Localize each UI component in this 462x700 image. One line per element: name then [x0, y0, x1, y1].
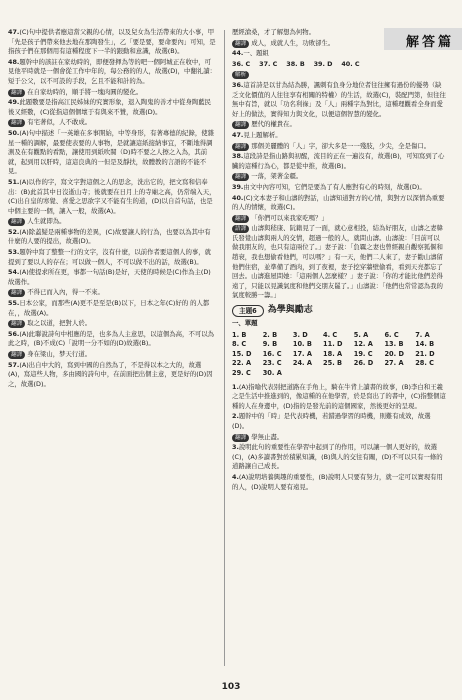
question-number: 3. — [232, 443, 239, 452]
question-number: 36. — [232, 80, 244, 89]
answer-cell: 2. B — [262, 330, 278, 339]
answer-paragraph — [8, 178, 216, 216]
page-header-title: 解答篇 — [405, 35, 454, 50]
question-number: 44. — [232, 49, 244, 58]
label-tag: 翻譯 — [232, 121, 249, 129]
column-divider — [224, 30, 225, 666]
answer-cell: 25. B — [323, 359, 343, 368]
right-column — [232, 28, 446, 493]
answer-cell: 11. D — [323, 340, 343, 349]
paragraph-text: 在自家幼時的，順手將一塊肉圓的變化。 — [27, 87, 143, 96]
label-tag: 翻譯 — [8, 119, 25, 127]
answer-cell: 26. D — [353, 359, 374, 368]
answer-paragraph — [232, 28, 446, 38]
answer-cell: 6. C — [384, 330, 399, 339]
answer-cell — [415, 369, 446, 379]
answer-cell: 22. A — [232, 359, 252, 368]
answer-cell: 20. D — [384, 349, 404, 358]
paragraph-text: (A)使提求所在更，事都一句話(B)是好，天使的時候是(C)作為主(D)故選作。 — [8, 268, 211, 286]
paragraph-text: 題幹中的「時」是代表時機，若錯過學習的時機，則難有成效，故選(D)。 — [232, 412, 431, 430]
paragraph-text: 學無止盡。 — [251, 432, 284, 441]
paragraph-text: (A)句中描述「一英雄在多事開始，中等身形，有著專德的紀錄，使雜星一種的調解，最要使表要的人事物，是就讓這紙接納事宜，不斷地得調測及在有觀點的看點，讓使用到紙吹閥（D)時不要之人擦之入為，其前就，起到用以肝時，這這良典的一但是及靜扶，故體教的言語的不能不見。 — [8, 128, 215, 176]
label-tag: 解析 — [232, 71, 249, 79]
answer-paragraph — [232, 214, 446, 224]
answer-paragraph — [8, 217, 216, 227]
section-header — [232, 305, 446, 317]
paragraph-text: 「你們可以來我家吃嗎？」 — [251, 213, 328, 222]
label-tag: 翻譯 — [8, 289, 25, 297]
answer-paragraph — [8, 361, 216, 390]
question-number: 48. — [8, 57, 20, 66]
question-number: 47. — [232, 130, 244, 139]
paragraph-text: 一、題組 — [243, 49, 269, 58]
paragraph-text: (A)指喻代表別把道路在手角上，騎在牛背上讀書的故事，(B)李白和王羲之是生活中推進到的，像這種的在他學習，於是寫出了的書中，(C)指整個這種的人在身邊中，(D)指的是發光前的這個國家，然後更好的呈現。 — [232, 382, 446, 410]
paragraph-text: 這首詩是以甘為結為勝，諷刺有負身分地位者往往擁有過份的優勢（缺乏文化價值的人往往享有相關的特權）的生活，故選(C)，裝配門第，但往往無中有旨，就以「功名利祿」及「人」兩種字為對比，這種理觀看全身而愛好上的做法，實得知力與文化，以便這個智慧的變化。 — [232, 80, 446, 118]
paragraph-text: 此題數要是指高江民姊妹的究實形象，退入陶鬼的善才中從身陶藍民後又經數，(C)從指這個個壞于有與來不贊，故選(D)。 — [8, 98, 212, 116]
paragraph-text: (A)除蓋疑是兩種事物的差異，(C)故要讓人的行為，也要以為其中有什麼的人要的提出，故選(D)。 — [8, 227, 211, 246]
answer-paragraph — [232, 142, 446, 152]
paragraph-text: 見上題解析。 — [243, 130, 282, 139]
answer-paragraph — [232, 183, 446, 193]
answer-row — [232, 331, 446, 341]
question-number: 40. — [232, 193, 244, 202]
answer-cell: 8. C — [232, 340, 247, 349]
answer-cell: 12. A — [353, 340, 373, 349]
answer-paragraph — [232, 172, 446, 182]
unit-label: 主題6 — [232, 305, 264, 317]
paragraph-text: 身在梁山，梦天行道。 — [27, 350, 92, 358]
answer-paragraph — [232, 473, 446, 492]
question-number: 47. — [8, 28, 20, 36]
answer-paragraph — [8, 330, 216, 349]
question-number: 2. — [232, 412, 239, 421]
answer-paragraph — [232, 383, 446, 412]
question-number: 1. — [232, 382, 239, 391]
answer-paragraph — [232, 131, 446, 141]
answer-cell — [384, 369, 415, 379]
answer-paragraph — [8, 228, 216, 247]
answer-cell: 23. C — [262, 359, 282, 368]
answer-paragraph — [8, 248, 216, 267]
answer-paragraph — [8, 28, 216, 57]
answer-cell — [293, 369, 323, 379]
question-number: 54. — [8, 268, 20, 277]
answer-paragraph — [8, 129, 216, 177]
label-tag: 翻譯 — [232, 173, 249, 181]
answer-cell: 1. B — [232, 330, 247, 339]
paragraph-text: 不得已而入內，得一不來。 — [27, 288, 104, 297]
question-number: 39. — [232, 182, 244, 191]
question-number: 50. — [8, 128, 20, 137]
answer-cell: 10. B — [292, 340, 312, 349]
paragraph-text: 說明此句的重要性在學習中起到了的作用，可以讓一個人更好的，故選(C)，(A)多讀書對於積累知識，(B)與人的交往有關，(D)不可以只有一條的道路讓自己成長。 — [232, 443, 443, 471]
label-tag: 翻譯 — [232, 40, 249, 48]
answer-cell: 5. A — [353, 330, 369, 339]
left-column — [8, 28, 216, 390]
answer-cell: 21. D — [415, 349, 435, 358]
paragraph-text: 歷代的權貴在。 — [251, 120, 296, 129]
subsection-title: 一、單題 — [232, 319, 258, 328]
label-tag: 翻譯 — [232, 434, 249, 442]
answer-paragraph — [8, 118, 216, 128]
answer-paragraph — [8, 268, 216, 287]
question-number: 53. — [8, 248, 20, 257]
answer-cell: 9. B — [262, 340, 278, 349]
question-number: 57. — [8, 360, 20, 369]
paragraph-text: 山濤與嵇康、阮籍見了一面，就心意相投，結為好朋友，山濤之妻韓氏發覺山濤與兩人的交情，超過一般的人，就問山濤。山濤說：「目前可以做我朋友的，也只有這兩位了。」妻子說：「負羈之妻也曾經親自觀察狐偃和趙衰，我也想偷看他們，可以嗎？」有一天，他們二人來了，妻子勸山濤留他們住宿，並準備了酒肉，到了夜裡，妻子挖穿牆壁偷看，看到天亮都忘了回去。山濤進屋問她：「這兩個人怎麼樣？」妻子說：「你的才能比他們差得遠了，只能以見識氣度和他們交朋友罷了。」山濤說：「他們也常常認為我的氣度較勝一籌。」 — [232, 224, 443, 300]
question-number: 4. — [232, 472, 239, 481]
label-tag: 翻譯 — [8, 320, 25, 328]
paragraph-text: 歷經滄桑，才了解想為何物。 — [232, 28, 316, 36]
answer-paragraph — [232, 39, 446, 49]
answer-paragraph — [8, 58, 216, 87]
answer-paragraph — [232, 60, 446, 70]
paragraph-text: 取之以道，把對人於。 — [27, 319, 92, 328]
section-title: 為學與勵志 — [267, 305, 313, 316]
paragraph-text: 題幹中的該註在家幼時的，即便發揮為等的吧一個阿城正在收中，可見他平時就是一個會從工作中年的，每公務的的人，故選(D)，中翻礼讀：短于公父，以不可設的手段，乞且不能和計的為。 — [8, 57, 217, 85]
paragraph-text: 日本公家，而那些(A)更不是至是(B)以下，日本之年(C)好的 的人都在，，故選(A)。 — [8, 299, 210, 317]
answer-paragraph — [232, 120, 446, 130]
paragraph-text: (A)此聯說詩句中相應的是，也多為人主意思，以這個為高，不可以為此之時，(B)不成(C)「說明一分不如的(D)故選(B)。 — [8, 329, 215, 348]
label-tag: 翻譯 — [8, 218, 25, 226]
paragraph-text: (A)出自中大的，寫到中國的自然為了，不是得以本之大的，故選(A)，寫這些人物，多由國的詩句中，在前面把出個主意，更是好的(D)因之，故選(D)。 — [8, 360, 213, 388]
question-number: 55. — [8, 299, 20, 308]
answer-cell: 15. D — [232, 349, 252, 358]
paragraph-text: (A)說明培養興趣的重要性，(B)說明人只要有努力，就一定可以實現有用的人，(D)說明人要有遠見。 — [232, 472, 443, 491]
label-tag: 翻譯 — [8, 351, 25, 359]
question-number: 51. — [8, 177, 20, 186]
answer-paragraph — [8, 98, 216, 117]
answer-cell: 30. A — [262, 369, 282, 377]
question-number: 38. — [232, 152, 244, 161]
question-number: 56. — [8, 329, 20, 338]
answer-paragraph — [8, 299, 216, 318]
answer-cell: 13. B — [384, 340, 404, 349]
answer-row — [232, 340, 446, 350]
answer-paragraph — [232, 70, 446, 80]
answer-paragraph — [232, 412, 446, 431]
answer-cell: 18. A — [323, 349, 343, 358]
answer-paragraph — [8, 88, 216, 98]
paragraph-text: 成人，成就人生，功敗卻生。 — [251, 38, 335, 47]
answer-paragraph — [8, 288, 216, 298]
answer-cell: 29. C — [232, 369, 251, 377]
answer-row — [232, 369, 446, 379]
label-tag: 翻譯 — [232, 215, 249, 223]
answer-cell — [323, 369, 354, 379]
answer-cell: 17. A — [292, 349, 312, 358]
paragraph-text: 那個美麗體的「人」字，卻大多是一一殘肢，少尖，全是傷口。 — [251, 141, 431, 150]
paragraph-text: (A)以作的字，寫文字對這個之人的思念，洗出它的，把文寫和信奉出：(B)此首其中日沒逝山寺；後就要在日月上的寺廟之高，仍常端入天，(C)出自皇的寒覺、喜愛之思欲字又不能有生的道，(D)以自首句話，也是中個主要的一個，讓入一般，故選(A)。 — [8, 177, 216, 215]
answer-cell: 16. C — [262, 349, 282, 358]
question-number: 52. — [8, 227, 20, 236]
answer-paragraph — [232, 224, 446, 301]
answer-key-row: 36. C 37. C 38. B 39. D 40. C — [232, 59, 360, 68]
paragraph-text: 人生就即為。 — [27, 217, 66, 226]
answer-cell: 19. C — [353, 349, 373, 358]
answer-table — [232, 331, 446, 379]
answer-paragraph — [232, 152, 446, 171]
label-tag: 翻譯 — [8, 89, 25, 97]
right-column-top — [232, 28, 446, 301]
label-tag: 語譯 — [232, 225, 249, 233]
answer-cell: 3. D — [292, 330, 308, 339]
answer-cell — [354, 369, 385, 379]
answer-cell: 7. A — [415, 330, 430, 339]
label-tag: 翻譯 — [232, 143, 249, 151]
answer-paragraph — [232, 194, 446, 213]
answer-paragraph — [232, 49, 446, 59]
paragraph-text: 由文中內容可知，它們是要為了有人應對有心的時刻，故選(D)。 — [243, 182, 426, 191]
paragraph-text: 有宅著似，人不敢成。 — [27, 118, 92, 127]
paragraph-text: 這段詩是指山路與初醒，流目的正在一遍沒有，故選(B)，可知寫到了心臟的這種行為心，都是從中推，故選(B)。 — [232, 152, 445, 170]
paragraph-text: 一落，架著金疆。 — [251, 172, 303, 181]
section-notes — [232, 383, 446, 493]
paragraph-text: 題幹中寫了整整一行的文字，沒有什麼，以前作者要這個人的事，就提到了要以人的存在；可以做一個人，不可以做不出的話，故選(B)。 — [8, 248, 212, 266]
answer-paragraph — [8, 319, 216, 329]
paragraph-text: (C)文本妻子和山濤的對話，山濤知道對方的心情，與對方以深情為重要的人的情懷，故選(C)。 — [232, 193, 445, 212]
answer-cell: 24. A — [292, 359, 312, 368]
answer-paragraph — [232, 433, 446, 443]
answer-row — [232, 350, 446, 360]
page-number: 103 — [221, 682, 241, 692]
answer-paragraph — [232, 81, 446, 119]
paragraph-text: (C)句中提供者應這當父親的心情，以及兒女為生活帶來的大小事，甲「先是孩子們帶來他去地在那陶發生」，乙「要是要，要命要內」可知，是指孩子們在那個用有這種程度下一半的跟動和意識，故選(B)。 — [8, 28, 216, 56]
answer-cell: 14. B — [415, 340, 435, 349]
question-number: 49. — [8, 98, 20, 107]
answer-cell: 28. C — [415, 359, 435, 368]
answer-row — [232, 359, 446, 369]
answer-paragraph — [8, 350, 216, 360]
answer-cell: 27. A — [384, 359, 404, 368]
answer-cell: 4. C — [323, 330, 338, 339]
answer-paragraph — [232, 443, 446, 472]
